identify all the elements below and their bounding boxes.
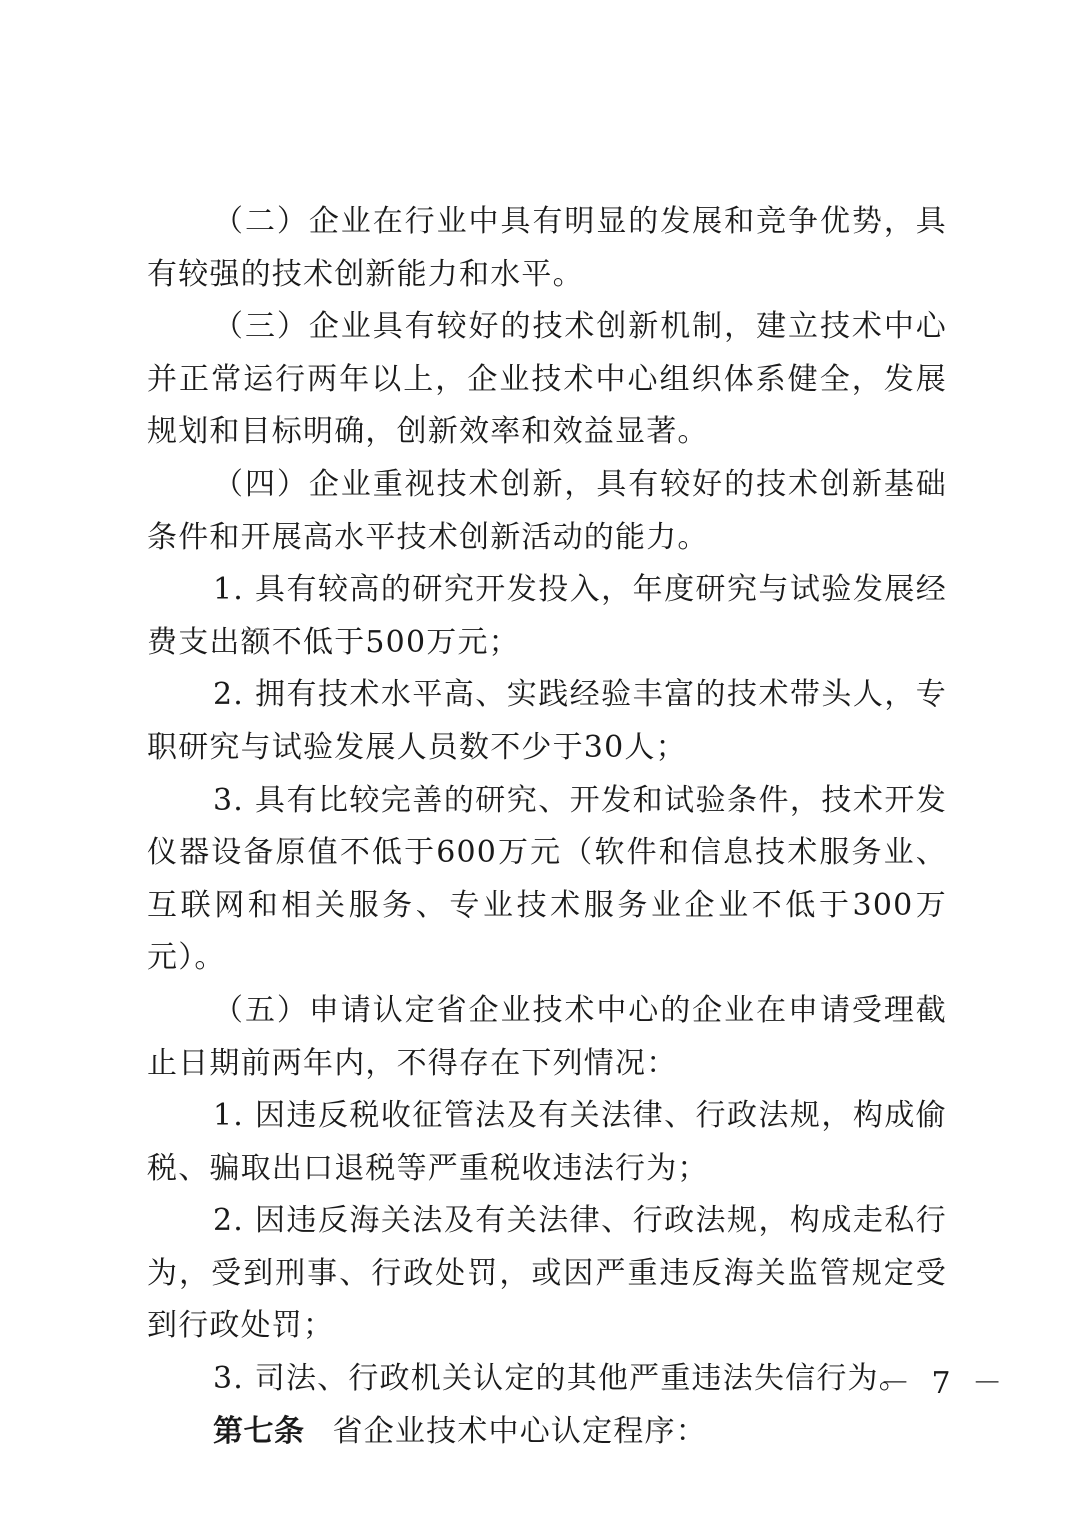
document-body [147,196,947,1458]
list-item: 3. 司法、行政机关认定的其他严重违法失信行为。 [213,1361,910,1397]
page-number: － 7 － [880,1366,1009,1401]
article-title: 第七条 [213,1413,305,1449]
list-item: 1. 因违反税收征管法及有关法律、行政法规，构成偷税、骗取出口退税等严重税收违法行为； [147,1098,947,1186]
list-item: 2. 因违反海关法及有关法律、行政法规，构成走私行为，受到刑事、行政处罚，或因严重违反海关监管规定受到行政处罚； [147,1203,947,1344]
paragraph: （五）申请认定省企业技术中心的企业在申请受理截止日期前两年内，不得存在下列情况： [147,992,947,1081]
paragraph: （二）企业在行业中具有明显的发展和竞争优势，具有较强的技术创新能力和水平。 [147,204,947,292]
list-item: 2. 拥有技术水平高、实践经验丰富的技术带头人，专职研究与试验发展人员数不少于30人； [147,677,947,765]
paragraph: （四）企业重视技术创新，具有较好的技术创新基础条件和开展高水平技术创新活动的能力。 [147,466,947,555]
article-text: 省企业技术中心认定程序： [332,1413,707,1449]
paragraph: （三）企业具有较好的技术创新机制，建立技术中心并正常运行两年以上，企业技术中心组织体系健全，发展规划和目标明确，创新效率和效益显著。 [147,309,947,450]
list-item: 3. 具有比较完善的研究、开发和试验条件，技术开发仪器设备原值不低于600万元（软件和信息技术服务业、互联网和相关服务、专业技术服务业企业不低于300万元）。 [147,782,947,976]
list-item: 1. 具有较高的研究开发投入，年度研究与试验发展经费支出额不低于500万元； [147,572,947,660]
article-heading [147,1406,947,1459]
